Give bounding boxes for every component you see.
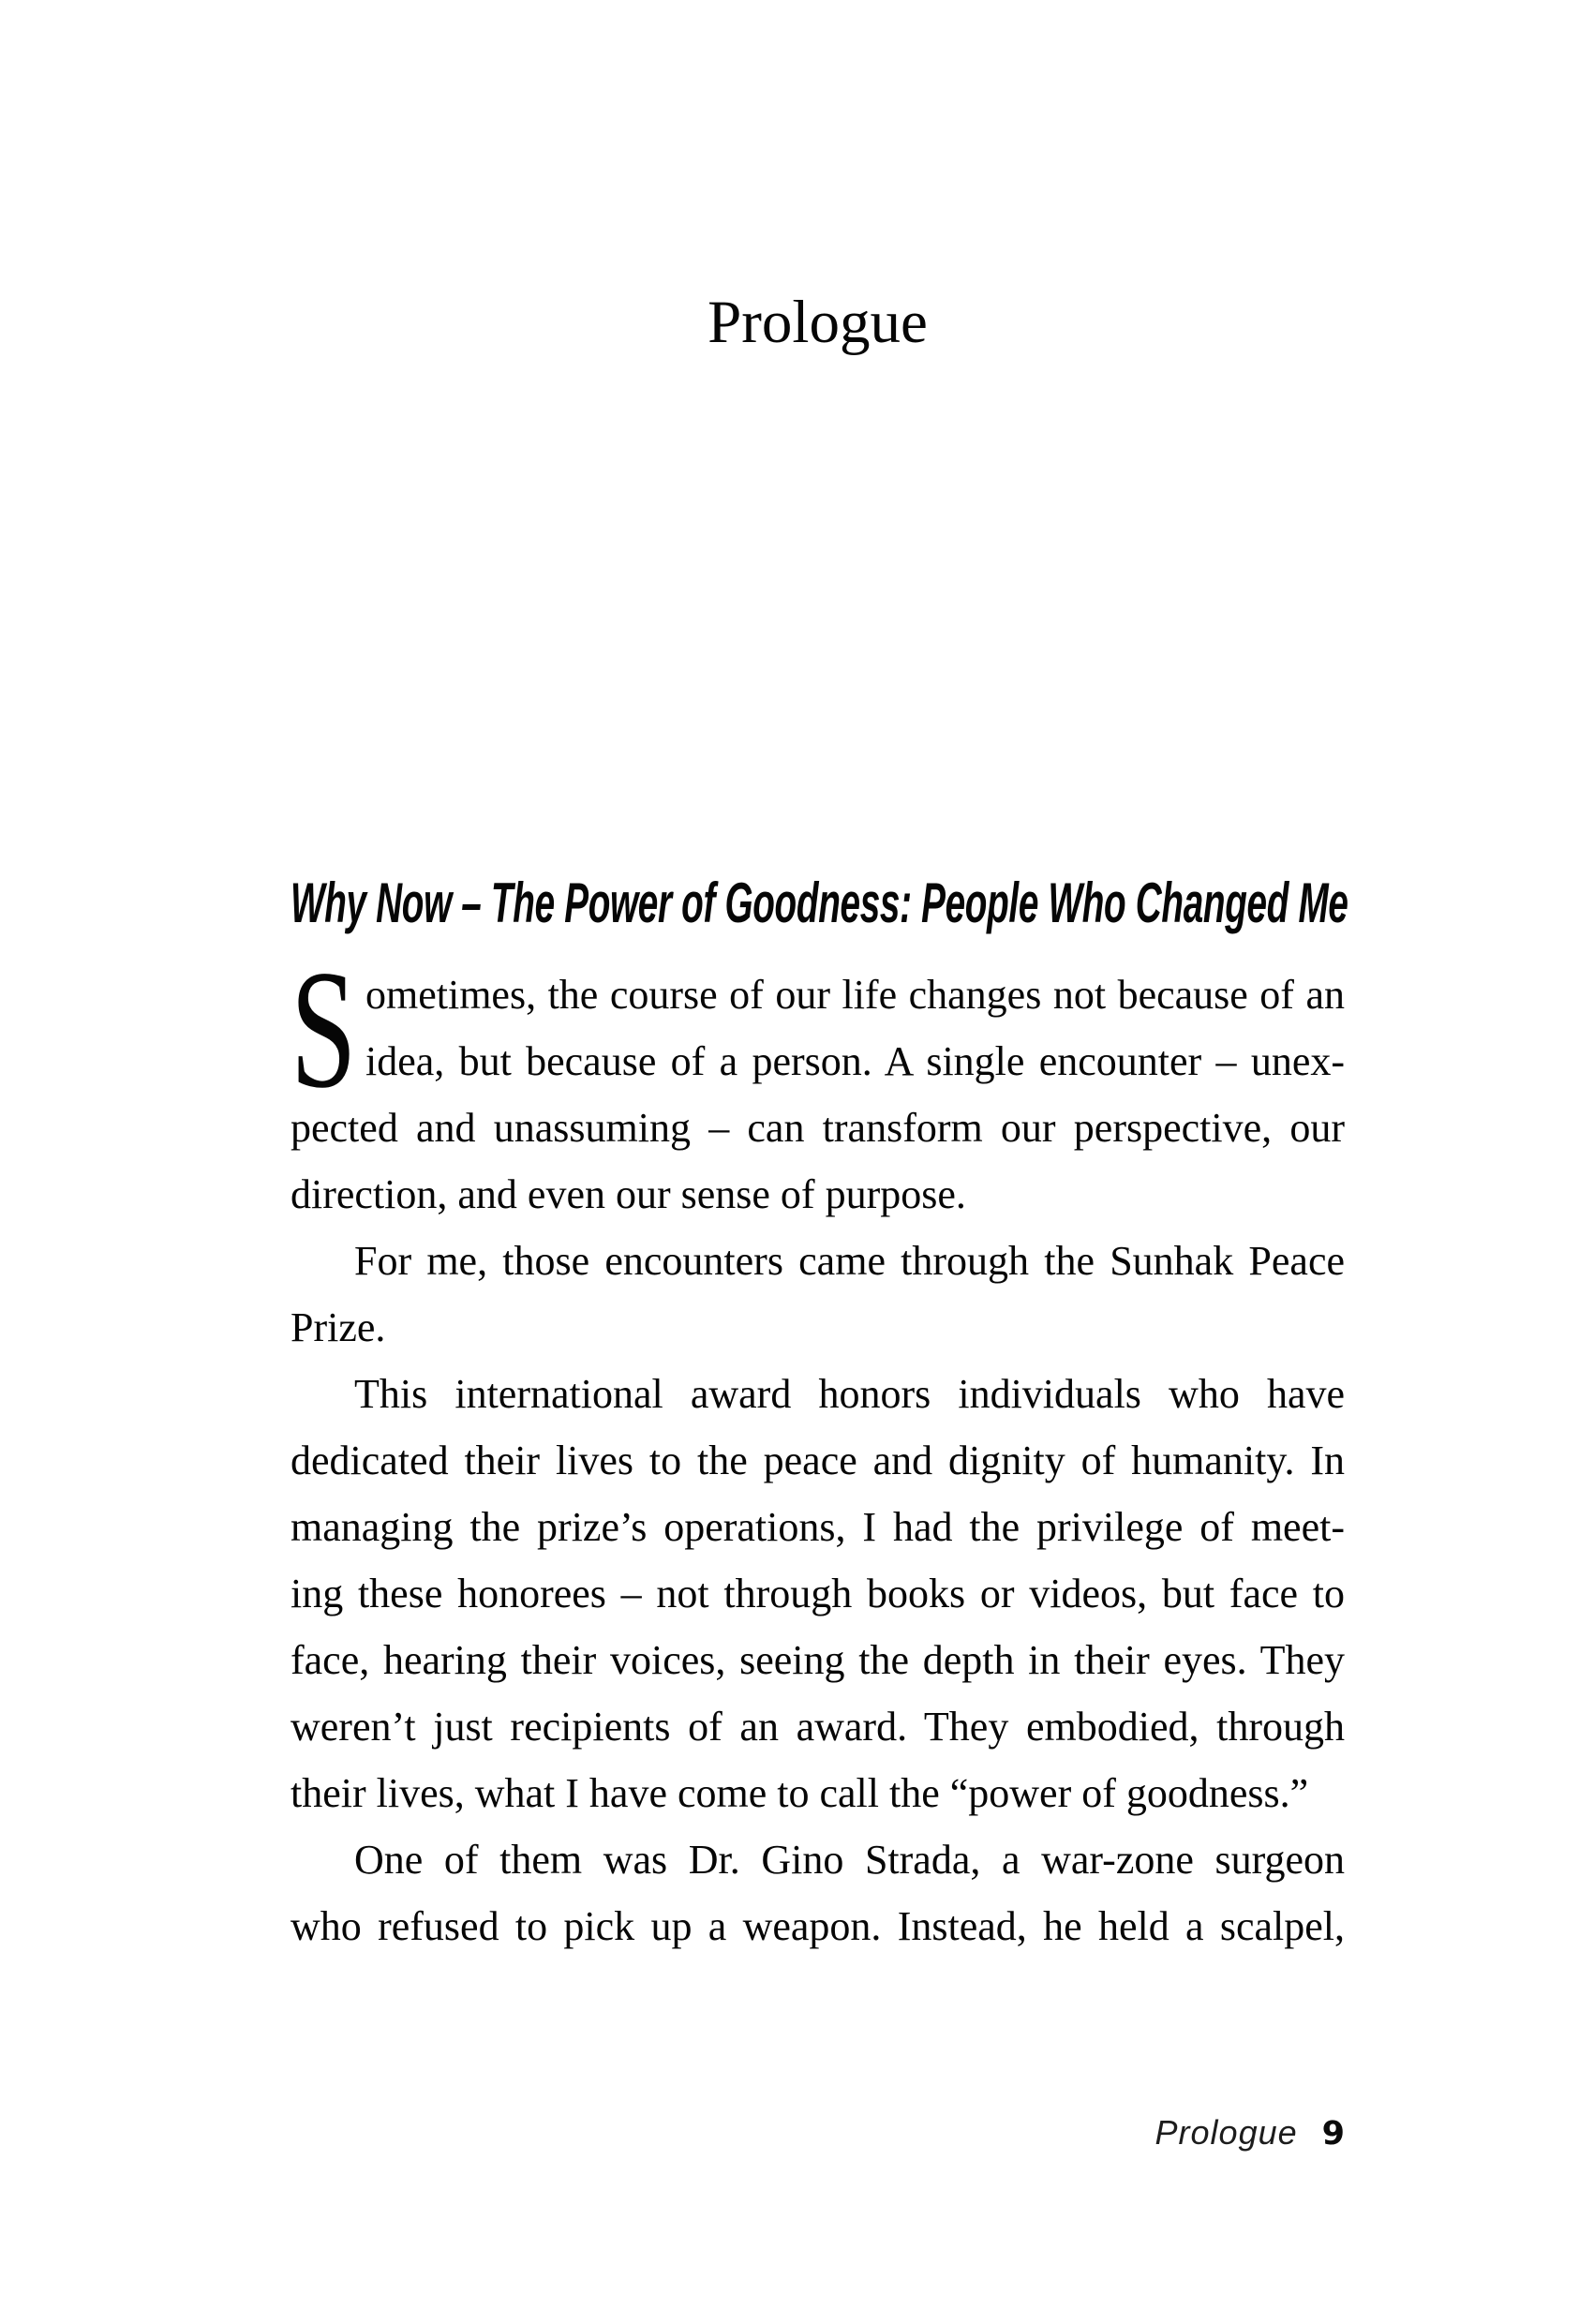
body-text <box>290 936 1345 1959</box>
paragraph <box>290 1228 1345 1361</box>
text-line: their lives, what I have come to call the “power of goodness.” <box>290 1770 1309 1816</box>
text-line: Prize. <box>290 1304 386 1350</box>
text-line: One of them was Dr. Gino Strada, a war-zone surgeon <box>354 1837 1345 1883</box>
section-heading <box>290 872 1348 934</box>
text-line: ometimes, the course of our life changes not because of an <box>365 972 1345 1018</box>
text-line: ing these honorees – not through books or videos, but face to <box>290 1571 1345 1616</box>
text-line: face, hearing their voices, seeing the depth in their eyes. They <box>290 1637 1345 1683</box>
text-column <box>290 0 1348 2324</box>
text-line: direction, and even our sense of purpose. <box>290 1171 966 1217</box>
footer-chapter-label: Prologue <box>1155 2113 1298 2152</box>
text-line: weren’t just recipients of an award. They embodied, through <box>290 1704 1345 1750</box>
section-heading-text: Why Now – The Power of Goodness: People Who Changed Me <box>290 872 1348 934</box>
text-line: pected and unassuming – can transform our perspective, our <box>290 1105 1345 1151</box>
drop-cap <box>290 936 365 1124</box>
chapter-title: Prologue <box>708 289 928 356</box>
text-line: dedicated their lives to the peace and dignity of humanity. In <box>290 1438 1345 1483</box>
paragraph <box>290 936 1345 1228</box>
text-line: For me, those encounters came through the Sunhak Peace <box>354 1238 1345 1284</box>
text-line: managing the prize’s operations, I had the privilege of meet- <box>290 1504 1345 1550</box>
text-line: This international award honors individuals who have <box>354 1371 1345 1417</box>
drop-cap-letter: S <box>290 936 357 1124</box>
text-line: idea, but because of a person. A single encounter – unex- <box>365 1038 1345 1084</box>
paragraph <box>290 1361 1345 1826</box>
page-footer <box>1155 2113 1345 2153</box>
paragraph <box>290 1826 1345 1959</box>
page-number: 9 <box>1321 2115 1345 2153</box>
text-line: who refused to pick up a weapon. Instead, he held a scalpel, <box>290 1903 1345 1949</box>
